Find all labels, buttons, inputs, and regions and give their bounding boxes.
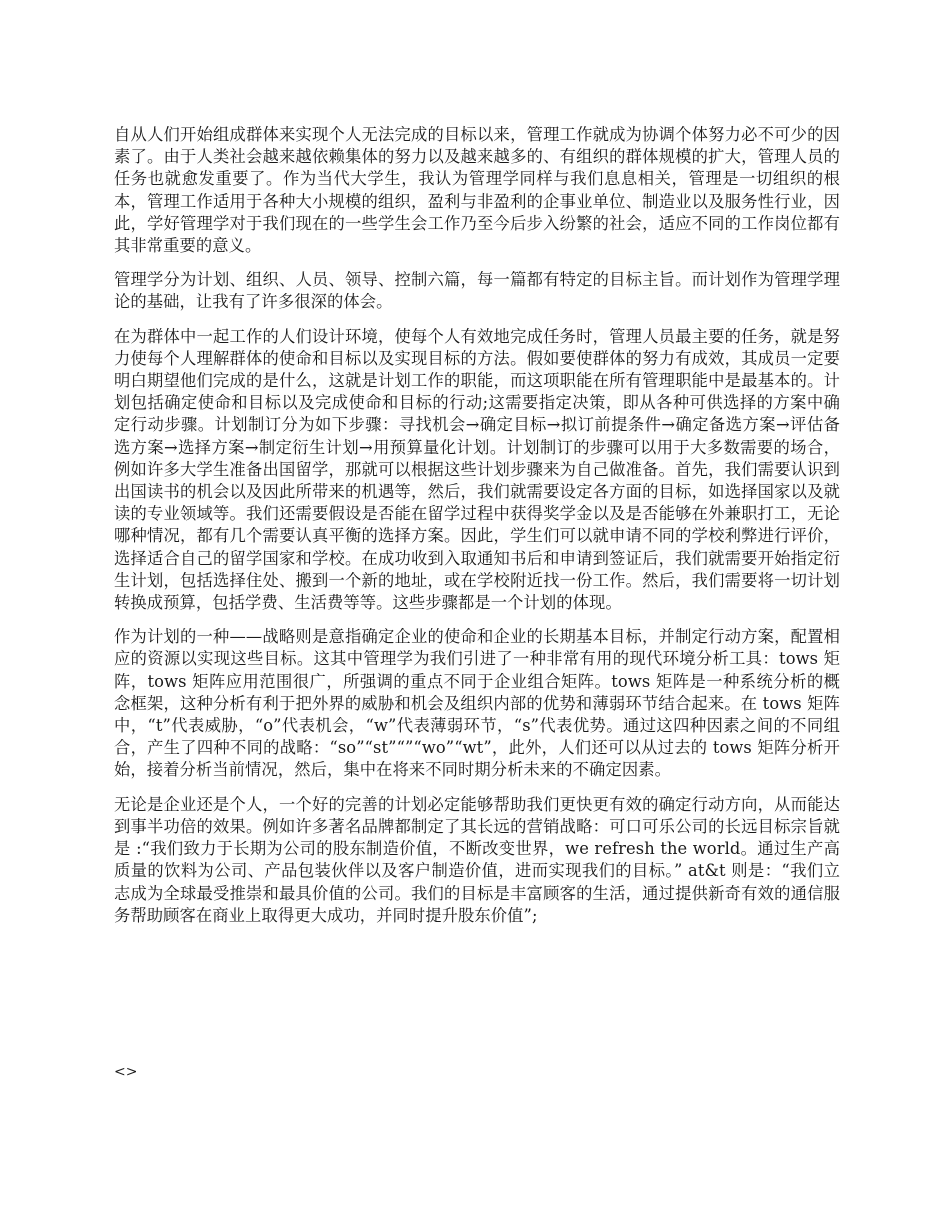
- footer-mark: <>: [114, 1064, 138, 1080]
- paragraph-brand-examples: 无论是企业还是个人，一个好的完善的计划必定能够帮助我们更快更有效的确定行动方向，从而能达到事半功倍的效果。例如许多著名品牌都制定了其长远的营销战略：可口可乐公司的长远目标宗旨就是 :“我们致力于长期为公司的股东制造价值，不断改变世界，we refresh the world。通过生产高质量的饮料为公司、产品包装伙伴以及客户制造价值，进而实现我们的目标。” at&t 则是：“我们立志成为全球最受推崇和最具价值的公司。我们的目标是丰富顾客的生活，通过提供新奇有效的通信服务帮助顾客在商业上取得更大成功，并同时提升股东价值”;: [114, 794, 840, 925]
- paragraph-planning-steps: 在为群体中一起工作的人们设计环境，使每个人有效地完成任务时，管理人员最主要的任务，就是努力使每个人理解群体的使命和目标以及实现目标的方法。假如要使群体的努力有成效，其成员一定要明白期望他们完成的是什么，这就是计划工作的职能，而这项职能在所有管理职能中是最基本的。计划包括确定使命和目标以及完成使命和目标的行动;这需要指定决策，即从各种可供选择的方案中确定行动步骤。计划制订分为如下步骤：寻找机会→确定目标→拟订前提条件→确定备选方案→评估备选方案→选择方案→制定衍生计划→用预算量化计划。计划制订的步骤可以用于大多数需要的场合，例如许多大学生准备出国留学，那就可以根据这些计划步骤来为自己做准备。首先，我们需要认识到出国读书的机会以及因此所带来的机遇等，然后，我们就需要设定各方面的目标，如选择国家以及就读的专业领域等。我们还需要假设是否能在留学过程中获得奖学金以及是否能够在外兼职打工，无论哪种情况，都有几个需要认真平衡的选择方案。因此，学生们可以就申请不同的学校利弊进行评价，选择适合自己的留学国家和学校。在成功收到入取通知书后和申请到签证后，我们就需要开始指定衍生计划，包括选择住处、搬到一个新的地址，或在学校附近找一份工作。然后，我们需要将一切计划转换成预算，包括学费、生活费等等。这些步骤都是一个计划的体现。: [114, 326, 840, 613]
- paragraph-strategy-tows: 作为计划的一种——战略则是意指确定企业的使命和企业的长期基本目标，并制定行动方案，配置相应的资源以实现这些目标。这其中管理学为我们引进了一种非常有用的现代环境分析工具：tows 矩阵，tows 矩阵应用范围很广，所强调的重点不同于企业组合矩阵。tows 矩阵是一种系统分析的概念框架，这种分析有利于把外界的威胁和机会及组织内部的优势和薄弱环节结合起来。在 tows 矩阵中，“t”代表威胁，“o”代表机会，“w”代表薄弱环节，“s”代表优势。通过这四种因素之间的不同组合，产生了四种不同的战略：“so”“st”“”“wo”“wt”，此外，人们还可以从过去的 tows 矩阵分析开始，接着分析当前情况，然后，集中在将来不同时期分析未来的不确定因素。: [114, 627, 840, 780]
- document-body: [114, 124, 840, 939]
- paragraph-planning-overview: 管理学分为计划、组织、人员、领导、控制六篇，每一篇都有特定的目标主旨。而计划作为管理学理论的基础，让我有了许多很深的体会。: [114, 270, 840, 312]
- paragraph-intro: 自从人们开始组成群体来实现个人无法完成的目标以来，管理工作就成为协调个体努力必不可少的因素了。由于人类社会越来越依赖集体的努力以及越来越多的、有组织的群体规模的扩大，管理人员的任务也就愈发重要了。作为当代大学生，我认为管理学同样与我们息息相关，管理是一切组织的根本，管理工作适用于各种大小规模的组织，盈利与非盈利的企事业单位、制造业以及服务性行业，因此，学好管理学对于我们现在的一些学生会工作乃至今后步入纷繁的社会，适应不同的工作岗位都有其非常重要的意义。: [114, 125, 840, 256]
